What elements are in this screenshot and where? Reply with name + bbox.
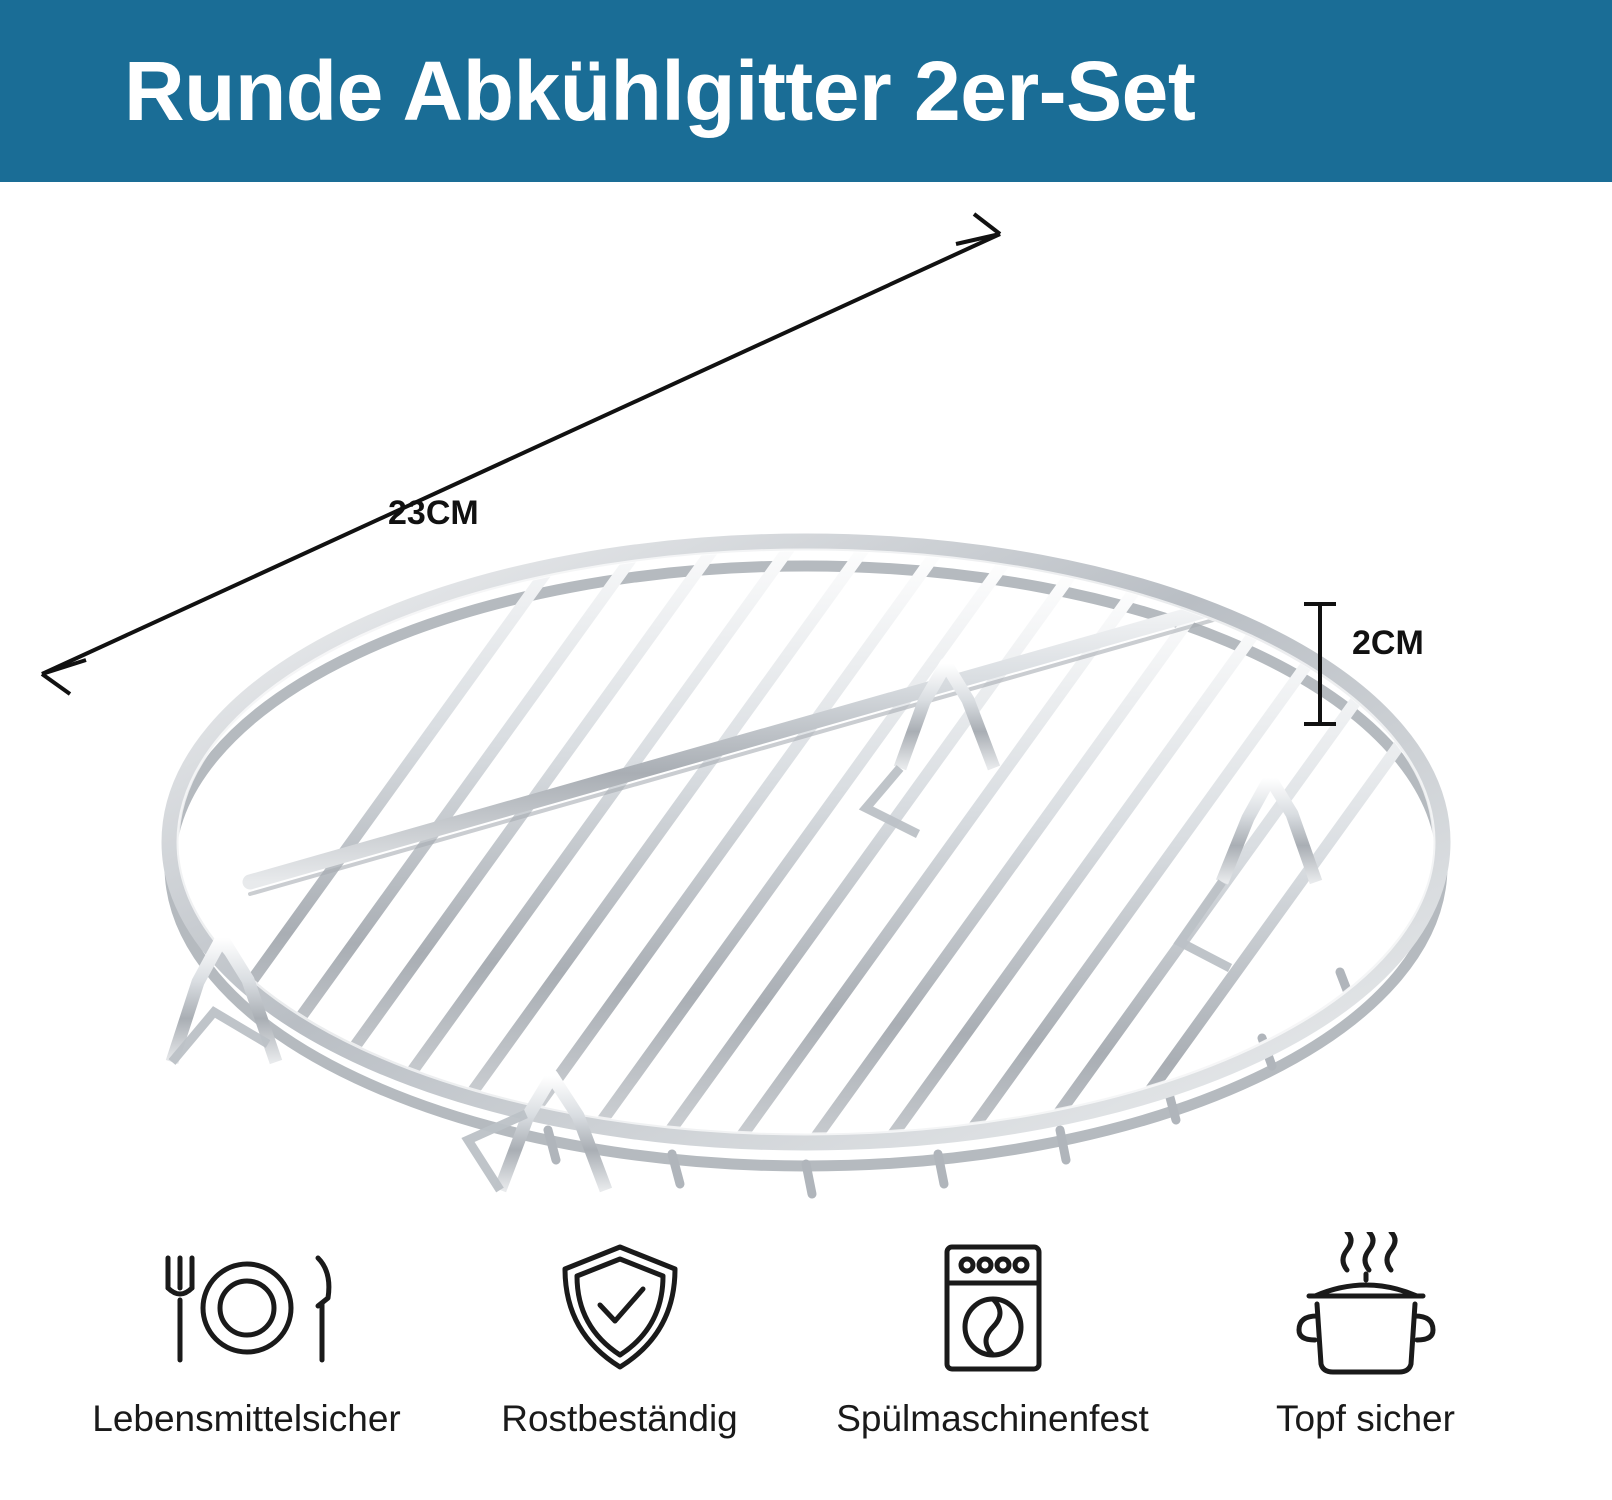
- feature-label: Rostbeständig: [501, 1398, 738, 1439]
- cutlery-plate-icon: [142, 1232, 352, 1382]
- feature-label: Lebensmittelsicher: [92, 1398, 401, 1439]
- pot-steam-icon: [1281, 1232, 1451, 1382]
- dimension-label-diameter: 23CM: [388, 494, 479, 532]
- feature-food-safe: [60, 1232, 433, 1440]
- rack-rim-lower: [170, 566, 1442, 1166]
- feature-dishwasher-safe: [806, 1232, 1179, 1440]
- page-title: Runde Abkühlgitter 2er-Set: [124, 44, 1196, 138]
- product-image-area: [0, 182, 1612, 1242]
- feature-rust-resistant: [433, 1232, 806, 1440]
- feature-label: Spülmaschinenfest: [836, 1398, 1149, 1439]
- dimension-label-height: 2CM: [1352, 624, 1424, 662]
- dimension-arrow-diameter: [42, 214, 1000, 694]
- dishwasher-icon: [923, 1232, 1063, 1382]
- feature-row: [0, 1232, 1612, 1500]
- shield-check-icon: [545, 1232, 695, 1382]
- feature-label: Topf sicher: [1276, 1398, 1455, 1439]
- feature-pot-safe: [1179, 1232, 1552, 1440]
- round-cooling-rack-illustration: [0, 182, 1612, 1242]
- header-banner: [0, 0, 1612, 182]
